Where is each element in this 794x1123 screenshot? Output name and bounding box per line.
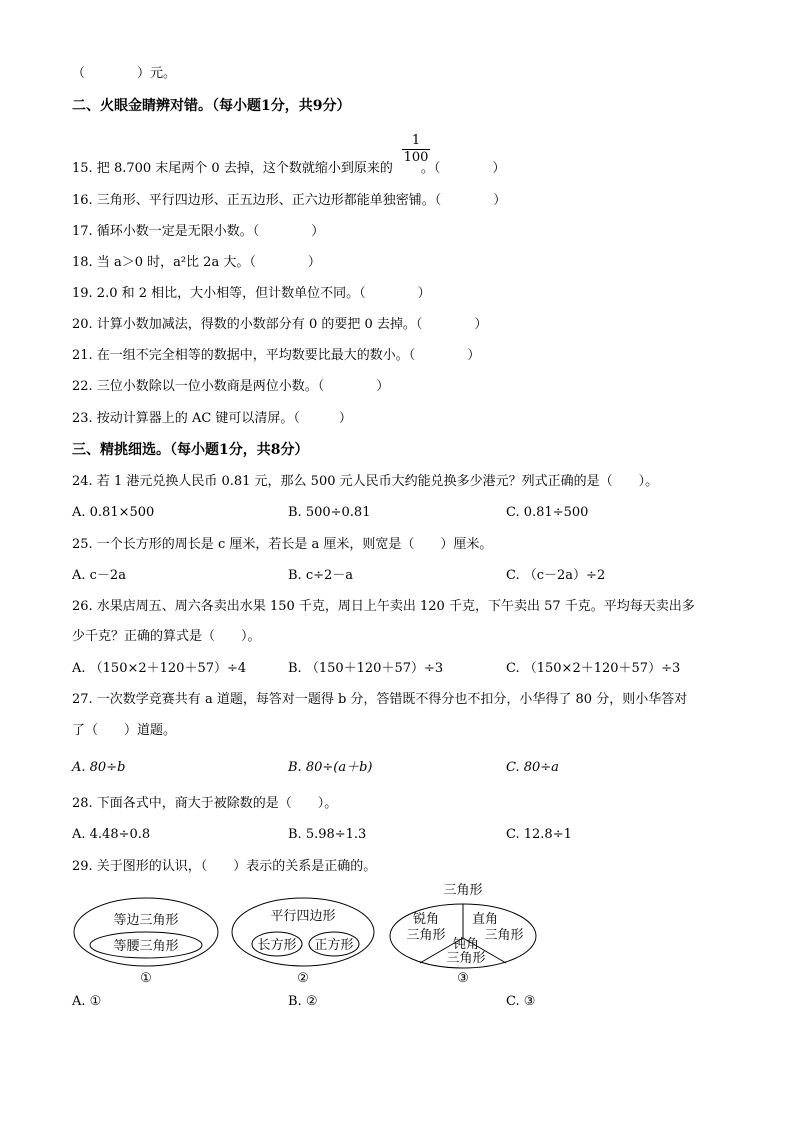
q28-option-c: C. 12.8÷1 — [506, 827, 572, 842]
q15-text: 15. 把 8.700 末尾两个 0 去掉，这个数就缩小到原来的 — [72, 161, 393, 176]
q29-option-a: A. ① — [72, 994, 102, 1009]
section3-heading: 三、精挑细选。（每小题1分，共8分） — [72, 442, 309, 458]
q25-option-b: B. c÷2－a — [288, 568, 354, 583]
section2-heading: 二、火眼金睛辨对错。（每小题1分，共9分） — [72, 98, 351, 114]
q22: 22. 三位小数除以一位小数商是两位小数。（ ） — [72, 379, 390, 394]
q15-tail: 。（ ） — [420, 161, 506, 176]
q29: 29. 关于图形的认识，（ ）表示的关系是正确的。 — [72, 859, 377, 874]
q18: 18. 当 a＞0 时，a²比 2a 大。（ ） — [72, 255, 321, 270]
q25-option-a: A. c－2a — [72, 568, 126, 583]
top-line: （ ）元。 — [72, 66, 177, 81]
q26-option-c: C. （150×2＋120＋57）÷3 — [506, 661, 681, 676]
q15 — [72, 159, 505, 179]
fig1-outer-label: 等边三角形 — [113, 913, 179, 928]
q29-option-c: C. ③ — [506, 994, 536, 1009]
q16: 16. 三角形、平行四边形、正五边形、正六边形都能单独密铺。（ ） — [72, 193, 507, 208]
fig2-number: ② — [297, 971, 309, 986]
fraction-denominator: 100 — [403, 150, 429, 165]
fig3-bottom-label-1: 钝角 — [452, 937, 480, 952]
fig3-bottom-label-2: 三角形 — [446, 951, 486, 966]
fig1-inner-label: 等腰三角形 — [113, 939, 179, 954]
q24-option-a: A. 0.81×500 — [72, 505, 155, 520]
fig2-left-label: 长方形 — [257, 938, 297, 953]
q24: 24. 若 1 港元兑换人民币 0.81 元，那么 500 元人民币大约能兑换多少港元？列式正确的是（ ）。 — [72, 474, 659, 489]
fig1-number: ① — [140, 971, 152, 986]
figure-1 — [74, 898, 218, 986]
fig2-right-label: 正方形 — [314, 938, 354, 953]
q26-line2: 少千克？正确的算式是（ ）。 — [72, 629, 261, 644]
q29-figures — [0, 878, 794, 998]
q25-option-c: C. （c－2a）÷2 — [506, 568, 606, 583]
fig2-outer-label: 平行四边形 — [270, 909, 336, 924]
figure-3 — [390, 883, 536, 986]
q24-option-c: C. 0.81÷500 — [506, 505, 589, 520]
q26-option-b: B. （150＋120＋57）÷3 — [288, 661, 444, 676]
fig3-left-label-2: 三角形 — [406, 928, 446, 943]
q27-option-c: C. 80÷a — [506, 760, 559, 775]
q25: 25. 一个长方形的周长是 c 厘米，若长是 a 厘米，则宽是（ ）厘米。 — [72, 537, 493, 552]
q20: 20. 计算小数加减法，得数的小数部分有 0 的要把 0 去掉。（ ） — [72, 317, 488, 332]
fraction-numerator: 1 — [411, 133, 421, 148]
q15-fraction — [402, 134, 430, 165]
figure-2 — [232, 898, 374, 986]
fig3-number: ③ — [457, 971, 469, 986]
q24-option-b: B. 500÷0.81 — [288, 505, 371, 520]
fig3-right-label-1: 直角 — [471, 912, 499, 927]
q28: 28. 下面各式中，商大于被除数的是（ ）。 — [72, 796, 338, 811]
fig3-left-label-1: 锐角 — [412, 912, 440, 927]
q21: 21. 在一组不完全相等的数据中，平均数要比最大的数小。（ ） — [72, 348, 481, 363]
q26-line1: 26. 水果店周五、周六各卖出水果 150 千克，周日上午卖出 120 千克，下午卖出 57 千克。平均每天卖出多 — [72, 599, 695, 614]
q29-option-b: B. ② — [288, 994, 318, 1009]
q27-option-b: B. 80÷(a＋b) — [288, 760, 373, 775]
q28-option-a: A. 4.48÷0.8 — [72, 827, 151, 842]
q27-line1: 27. 一次数学竞赛共有 a 道题，每答对一题得 b 分，答错既不得分也不扣分，小华得了 80 分，则小华答对 — [72, 692, 688, 707]
fig3-top-label: 三角形 — [443, 883, 483, 898]
q26-option-a: A. （150×2＋120＋57）÷4 — [72, 661, 247, 676]
fig3-right-label-2: 三角形 — [484, 928, 524, 943]
q27-line2: 了（ ）道题。 — [72, 723, 177, 738]
q28-option-b: B. 5.98÷1.3 — [288, 827, 367, 842]
q27-option-a: A. 80÷b — [72, 760, 126, 775]
q17: 17. 循环小数一定是无限小数。（ ） — [72, 224, 325, 239]
q19: 19. 2.0 和 2 相比，大小相等，但计数单位不同。（ ） — [72, 286, 431, 301]
q23: 23. 按动计算器上的 AC 键可以清屏。（ ） — [72, 411, 352, 426]
